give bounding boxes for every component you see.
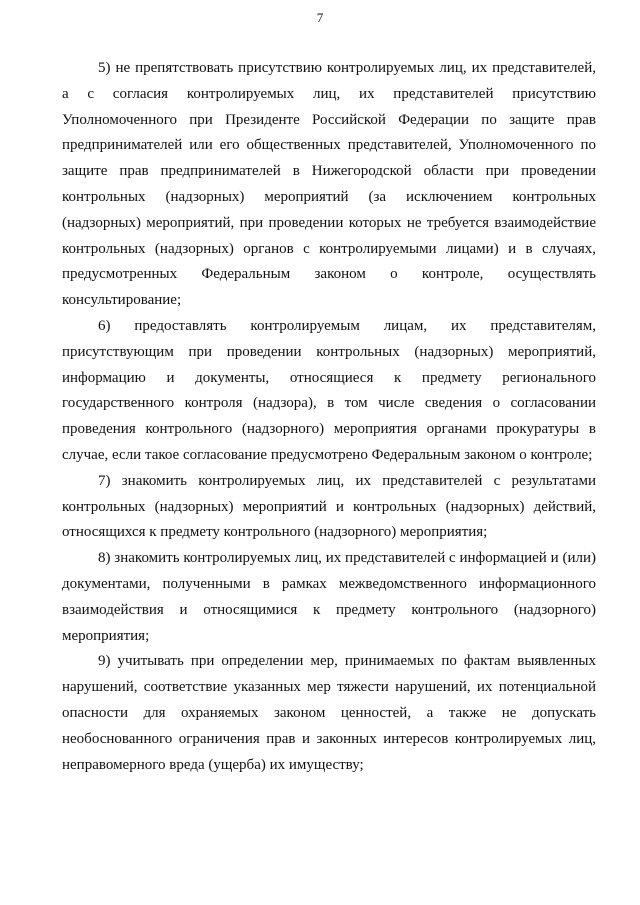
page-number: 7 [316,10,324,25]
paragraph-item-9: 9) учитывать при определении мер, принимаемых по фактам выявленных нарушений, соответствие указанных мер тяжести нарушений, их потенциальной опасности для охраняемых законом ценностей, а также не допускать необоснованного ограничения прав и законных интересов контролируемых лиц, неправомерного вреда (ущерба) их имуществу; [62,653,596,773]
paragraph-item-5: 5) не препятствовать присутствию контролируемых лиц, их представителей, а с согласия контролируемых лиц, их представителей присутствию Уполномоченного при Президенте Российской Федерации по защите прав предпринимателей или его общественных представителей, Уполномоченного по защите прав предпринимателей в Нижегородской области при проведении контрольных (надзорных) мероприятий (за исключением контрольных (надзорных) мероприятий, при проведении которых не требуется взаимодействие контрольных (надзорных) органов с контролируемыми лицами) и в случаях, предусмотренных Федеральным законом о контроле, осуществлять консультирование; [62,60,596,309]
document-body [62,56,596,778]
paragraph-item-8: 8) знакомить контролируемых лиц, их представителей с информацией и (или) документами, полученными в рамках межведомственного информационного взаимодействия и относящимися к предмету контрольного (надзорного) мероприятия; [62,550,596,644]
paragraph-item-7: 7) знакомить контролируемых лиц, их представителей с результатами контрольных (надзорных) мероприятий и контрольных (надзорных) действий, относящихся к предмету контрольного (надзорного) мероприятия; [62,472,596,541]
paragraph-item-6: 6) предоставлять контролируемым лицам, их представителям, присутствующим при проведении контрольных (надзорных) мероприятий, информацию и документы, относящиеся к предмету регионального государственного контроля (надзора), в том числе сведения о согласовании проведения контрольного (надзорного) мероприятия органами прокуратуры в случае, если такое согласование предусмотрено Федеральным законом о контроле; [62,317,596,463]
